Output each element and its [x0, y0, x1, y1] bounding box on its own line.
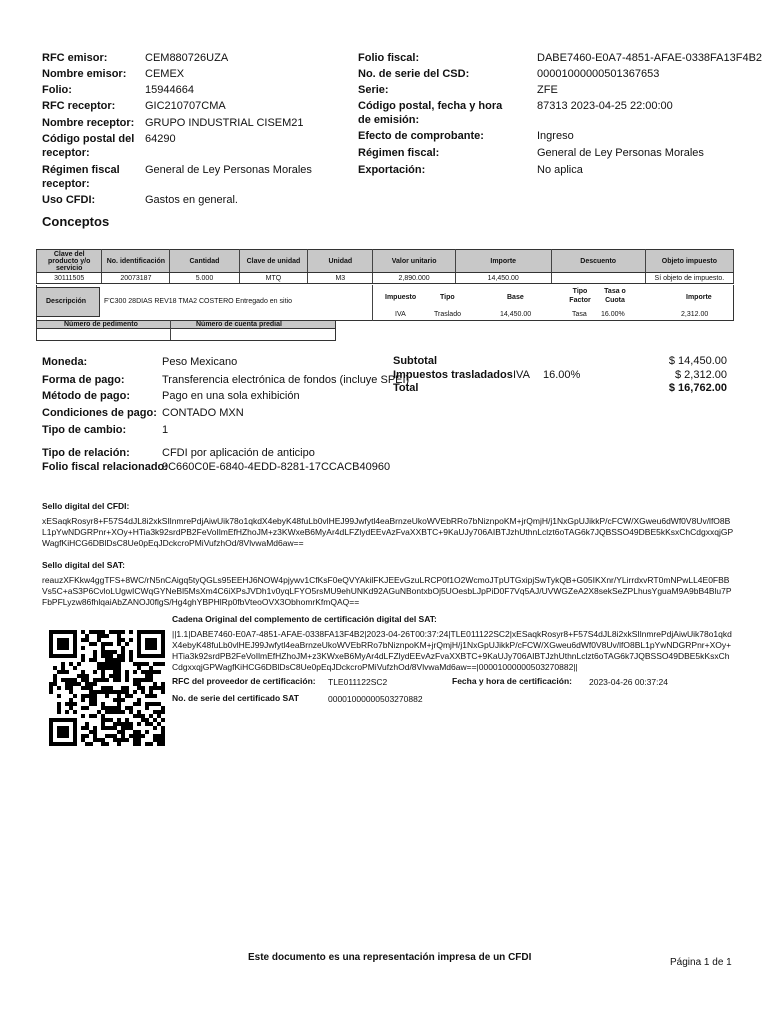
pedimento-label: Número de pedimento	[64, 321, 138, 328]
folio-value: 15944664	[145, 84, 194, 96]
fecha-certificacion-value: 2023-04-26 00:37:24	[589, 677, 668, 687]
tipo-cambio-value: 1	[162, 424, 169, 436]
regimen-receptor-label: Régimen fiscal receptor:	[42, 164, 120, 190]
rfc-proveedor-value: TLE011122SC2	[328, 677, 388, 687]
folio-relacionado-value: 9C660C0E-6840-4EDD-8281-17CCACB40960	[162, 461, 391, 473]
imp-cell-tipo: Traslado	[434, 311, 461, 318]
qr-code-icon	[49, 623, 165, 753]
descripcion-label: Descripción	[46, 298, 87, 305]
cell-importe: 14,450.00	[455, 273, 551, 284]
nombre-emisor-label: Nombre emisor:	[42, 68, 127, 80]
imp-cell-importe: 2,312.00	[681, 311, 709, 318]
conceptos-data-row	[37, 273, 734, 284]
imp-col-tasa-cuota: Tasa o Cuota	[604, 288, 626, 304]
total-value: $ 16,762.00	[668, 382, 727, 394]
sello-cfdi-label: Sello digital del CFDI:	[42, 501, 130, 511]
col-clave-unidad: Clave de unidad	[239, 250, 308, 273]
nombre-emisor-value: CEMEX	[145, 68, 185, 80]
uso-cfdi-value: Gastos en general.	[145, 194, 238, 206]
cell-clave-unidad: MTQ	[239, 273, 308, 284]
descripcion-divider	[372, 285, 373, 321]
tipo-relacion-label: Tipo de relación:	[42, 447, 130, 459]
serie-label: Serie:	[358, 84, 389, 96]
col-unidad: Unidad	[308, 250, 373, 273]
impuestos-rate: 16.00%	[543, 369, 581, 381]
imp-col-tipo: Tipo	[440, 294, 455, 301]
folio-fiscal-value: DABE7460-E0A7-4851-AFAE-0338FA13F4B2	[537, 52, 763, 64]
cell-valor-unitario: 2,890.000	[373, 273, 455, 284]
cp-receptor-label: Código postal del receptor:	[42, 133, 135, 159]
descripcion-value: F'C300 28DIAS REV18 TMA2 COSTERO Entregado en sitio	[104, 298, 292, 305]
tipo-relacion-value: CFDI por aplicación de anticipo	[162, 447, 315, 459]
footer-note: Este documento es una representación impresa de un CFDI	[248, 952, 532, 963]
fecha-emision-label: Código postal, fecha y hora de emisión:	[358, 100, 503, 126]
nombre-receptor-label: Nombre receptor:	[42, 117, 135, 129]
rfc-receptor-label: RFC receptor:	[42, 100, 116, 112]
impuestos-value: $ 2,312.00	[675, 369, 727, 381]
imp-cell-tipo-factor: Tasa	[572, 311, 587, 318]
cell-descuento	[551, 273, 645, 284]
col-importe: Importe	[455, 250, 551, 273]
impuestos-tax-name: IVA	[513, 369, 530, 381]
condiciones-label: Condiciones de pago:	[42, 407, 157, 419]
imp-cell-impuesto: IVA	[395, 311, 406, 318]
fecha-certificacion-label: Fecha y hora de certificación:	[452, 676, 572, 686]
imp-cell-base: 14,450.00	[500, 311, 532, 318]
page-number: Página 1 de 1	[670, 957, 732, 968]
uso-cfdi-label: Uso CFDI:	[42, 194, 96, 206]
cell-no-identificacion: 20073187	[102, 273, 170, 284]
cell-objeto-impuesto: Sí objeto de impuesto.	[645, 273, 733, 284]
cuenta-predial-label: Número de cuenta predial	[196, 321, 282, 328]
cadena-value: ||1.1|DABE7460-E0A7-4851-AFAE-0338FA13F4B2|2023-04-26T00:37:24|TLE011122SC2|xESaqkRosyr8+F57S4dJL8i2xkSIlnmrePdjAiwUik78o1qkdX4ebyK48fuLb0vlHEJ99Jwfytl4eaBrnzeUkoWVEbRRo7bNiznpoKM+jrQmjH/j1NxGpUJikkP/cFCW/XGweu6dWf0V8Uv/lfO8BL1pYwNDGRPnr+XOy+HTia3k92srdPB2FeVoIlmEfHZhoJM+z3KWxeB6MyAr4dLFZlydEEvAzFvaXXBTC+9KaUJy706AIBTJzhUthnLclzt6oTAG6k7JQBSSO49DBE5kKsxChCdgxxqjGPWagfKiHCG6DBlDsC8Ue0pEqJDckcroPMiVufzhOd/8VlvwaMd6aw==|00001000000503270882||	[172, 629, 732, 672]
imp-col-tipo-factor: Tipo Factor	[569, 288, 591, 304]
conceptos-header-row	[37, 250, 734, 273]
col-clave-producto: Clave del producto y/o servicio	[37, 250, 102, 273]
serie-sat-value: 00001000000503270882	[328, 694, 423, 704]
regimen-fiscal-value: General de Ley Personas Morales	[537, 147, 704, 159]
rfc-proveedor-label: RFC del proveedor de certificación:	[172, 676, 316, 686]
serie-sat-label: No. de serie del certificado SAT	[172, 693, 299, 703]
sello-sat-label: Sello digital del SAT:	[42, 560, 125, 570]
col-no-identificacion: No. identificación	[102, 250, 170, 273]
regimen-fiscal-label: Régimen fiscal:	[358, 147, 440, 159]
rfc-emisor-value: CEM880726UZA	[145, 52, 229, 64]
subtotal-label: Subtotal	[393, 355, 437, 367]
impuestos-trasladados-label: Impuestos trasladados	[393, 369, 513, 381]
nombre-receptor-value: GRUPO INDUSTRIAL CISEM21	[145, 117, 304, 129]
sello-cfdi-value: xESaqkRosyr8+F57S4dJL8i2xkSIlnmrePdjAiwUik78o1qkdX4ebyK48fuLb0vlHEJ99Jwfytl4eaBrnzeUkoWVEbRRo7bNiznpoKM+jrQmjH/j1NxGpUJikkP/cFCW/XGweu6dWf0V8Uv/lfO8BL1pYwNDGRPnr+XOy+HTia3k92srdPB2FeVoIlmEfHZhoJM+z3KWxeB6MyAr4dLFZlydEEvAzFvaXXBTC+9KaUJy706AIBTJzhUthnLclzt6oTAG6k7JQBSSO49DBE5kKsxChCdgxxqjGPWagfKiHCG6DBlDsC8Ue0pEqJDckcroPMiVufzhOd/8VlvwaMd6aw==	[42, 516, 734, 548]
total-label: Total	[393, 382, 419, 394]
forma-pago-label: Forma de pago:	[42, 374, 125, 386]
cell-unidad: M3	[308, 273, 373, 284]
col-cantidad: Cantidad	[170, 250, 239, 273]
serie-csd-value: 00001000000501367653	[537, 68, 660, 80]
condiciones-value: CONTADO MXN	[162, 407, 244, 419]
folio-relacionado-label: Folio fiscal relacionado:	[42, 461, 168, 473]
efecto-value: Ingreso	[537, 130, 574, 142]
cell-cantidad: 5.000	[170, 273, 239, 284]
subtotal-value: $ 14,450.00	[668, 355, 727, 367]
tipo-cambio-label: Tipo de cambio:	[42, 424, 127, 436]
folio-label: Folio:	[42, 84, 72, 96]
conceptos-table	[36, 249, 734, 284]
imp-col-base: Base	[507, 294, 524, 301]
moneda-value: Peso Mexicano	[162, 356, 238, 368]
metodo-pago-value: Pago en una sola exhibición	[162, 390, 300, 402]
col-objeto-impuesto: Objeto impuesto	[645, 250, 733, 273]
conceptos-title: Conceptos	[42, 214, 110, 229]
forma-pago-value: Transferencia electrónica de fondos (incluye SPEI)	[162, 374, 410, 386]
metodo-pago-label: Método de pago:	[42, 390, 130, 402]
moneda-label: Moneda:	[42, 356, 88, 368]
pedimento-value-box	[36, 328, 336, 341]
regimen-receptor-value: General de Ley Personas Morales	[145, 164, 312, 176]
sello-sat-value: reauzXFKkw4ggTFS+8WC/rN5nCAigq5tyQGLs95EEHJ6NOW4pjywv1CfKsF0eQVYAkilFKJEEvGzuLRCP0f1O2WcmoJTpUTGxipjSwTykQB+G05IKXnr/YLirrdxvRT0mNPwLL4E0FBBVs5C+aS3P6CvloLUgwICWqGYNeBl5MsXm4C6iXPsJVDh1v0yqLFYO5rsMU9ehUNKd92AGuNBontxbOj5UOesbLJpPiD0F7Vq5AJ/UVWGZeA2X8sekSeZPLhusYguaM9A9bB4Blu7PFbPFLyzw86fhlqaiAbZANOJ0flgS/Hg4ghYBPHlRp0fbVteoOVX3ObhomrKfmQAQ==	[42, 575, 732, 607]
imp-col-importe: Importe	[686, 294, 712, 301]
cadena-label: Cadena Original del complemento de certificación digital del SAT:	[172, 614, 437, 624]
serie-csd-label: No. de serie del CSD:	[358, 68, 470, 80]
exportacion-label: Exportación:	[358, 164, 426, 176]
imp-cell-tasa: 16.00%	[601, 311, 625, 318]
col-valor-unitario: Valor unitario	[373, 250, 455, 273]
rfc-receptor-value: GIC210707CMA	[145, 100, 226, 112]
imp-col-impuesto: Impuesto	[385, 294, 417, 301]
col-descuento: Descuento	[551, 250, 645, 273]
cp-receptor-value: 64290	[145, 133, 176, 145]
folio-fiscal-label: Folio fiscal:	[358, 52, 420, 64]
exportacion-value: No aplica	[537, 164, 583, 176]
fecha-emision-value: 87313 2023-04-25 22:00:00	[537, 100, 673, 112]
cell-clave-producto: 30111505	[37, 273, 102, 284]
rfc-emisor-label: RFC emisor:	[42, 52, 108, 64]
serie-value: ZFE	[537, 84, 558, 96]
efecto-label: Efecto de comprobante:	[358, 130, 484, 142]
